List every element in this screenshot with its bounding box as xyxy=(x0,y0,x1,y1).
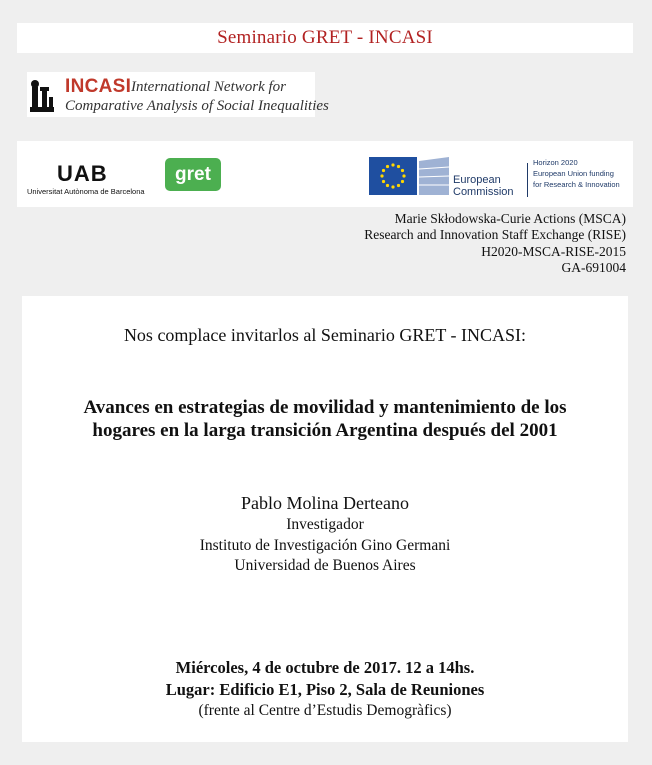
talk-title-line1: Avances en estrategias de movilidad y mantenimiento de los xyxy=(83,397,567,418)
funding-info xyxy=(364,211,626,277)
funding-line: Marie Skłodowska-Curie Actions (MSCA) xyxy=(394,211,626,226)
commission-building-icon xyxy=(419,157,449,195)
h2020-line1: Horizon 2020 xyxy=(533,158,578,167)
h2020-line2: European Union funding xyxy=(533,169,614,178)
talk-title xyxy=(22,396,628,442)
partner-logos-banner xyxy=(17,141,633,207)
incasi-logo-text: INCASI xyxy=(65,76,132,97)
invitation-intro: Nos complace invitarlos al Seminario GRET - INCASI: xyxy=(123,325,527,345)
event-place: Lugar: Edificio E1, Piso 2, Sala de Reuniones xyxy=(165,680,485,699)
speaker-university: Universidad de Buenos Aires xyxy=(234,557,416,574)
divider xyxy=(527,163,528,197)
talk-title-line2: hogares en la larga transición Argentina después del 2001 xyxy=(92,420,558,441)
speaker-role: Investigador xyxy=(286,516,364,533)
header-bar xyxy=(17,23,633,53)
funding-line: Research and Innovation Staff Exchange (RISE) xyxy=(364,227,626,243)
uab-logo: UAB xyxy=(57,161,108,186)
uab-full-name: Universitat Autònoma de Barcelona xyxy=(27,187,145,196)
ec-name-line2: Commission xyxy=(453,186,514,198)
incasi-subtitle-2: Comparative Analysis of Social Inequalities xyxy=(65,98,329,114)
incasi-banner xyxy=(27,72,329,117)
gret-logo: gret xyxy=(165,158,221,191)
funding-line: GA-691004 xyxy=(561,260,626,276)
speaker-institute: Instituto de Investigación Gino Germani xyxy=(199,537,451,554)
page-title: Seminario GRET - INCASI xyxy=(217,27,433,48)
event-place-note: (frente al Centre d’Estudis Demogràfics) xyxy=(198,702,452,719)
eu-flag-icon xyxy=(369,157,417,195)
chess-pieces-icon xyxy=(29,77,55,113)
funding-line: H2020-MSCA-RISE-2015 xyxy=(481,243,626,259)
speaker-name: Pablo Molina Derteano xyxy=(241,493,409,513)
ec-name-line1: European xyxy=(453,174,501,186)
h2020-line3: for Research & Innovation xyxy=(533,180,620,189)
event-date: Miércoles, 4 de octubre de 2017. 12 a 14hs. xyxy=(175,658,475,677)
invitation-card xyxy=(22,296,628,742)
incasi-subtitle-1: International Network for xyxy=(131,79,286,95)
